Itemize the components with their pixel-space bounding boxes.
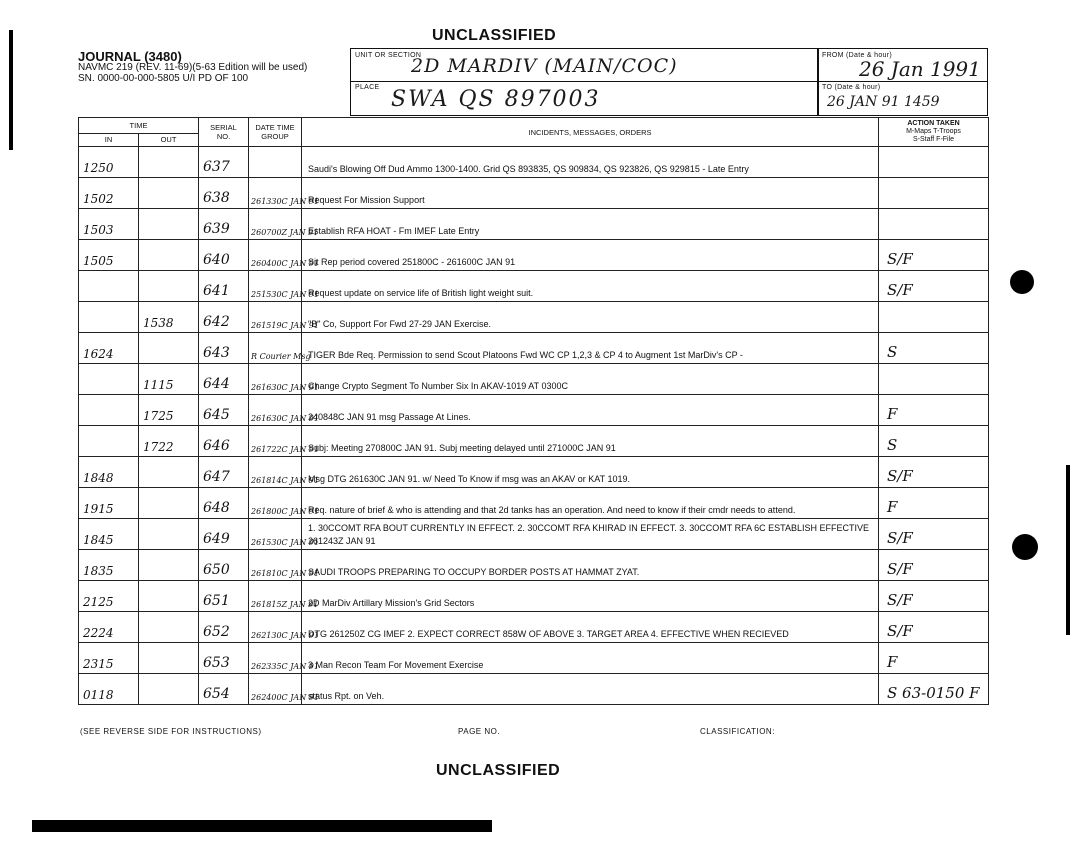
unit-value: 2D MARDIV (MAIN/COC) — [411, 55, 678, 77]
serial-cell-text: 651 — [203, 593, 230, 609]
journal-row — [79, 457, 989, 488]
incident-cell — [302, 643, 879, 674]
dtg-cell — [249, 147, 302, 178]
incident-cell-text: Request update on service life of British light weight suit. — [308, 288, 534, 298]
action-cell-text: S — [887, 436, 898, 454]
action-header-label: ACTION TAKEN — [907, 120, 960, 127]
serial-cell — [199, 581, 249, 612]
action-cell-text: F — [887, 653, 898, 671]
time-in-cell — [79, 612, 139, 643]
dtg-cell — [249, 271, 319, 302]
incident-cell-text: DTG 261250Z CG IMEF 2. EXPECT CORRECT 858W OF ABOVE 3. TARGET AREA 4. EFFECTIVE WHEN RECIEVED — [308, 629, 789, 639]
journal-row — [79, 364, 989, 395]
incident-cell-text: 1. 30CCOMT RFA BOUT CURRENTLY IN EFFECT. 2. 30CCOMT RFA KHIRAD IN EFFECT. 3. 30CCOMT RFA 6C ESTABLISH EFFECTIVE 261243Z JAN 91 — [308, 523, 869, 546]
serial-cell-text: 649 — [203, 531, 230, 547]
dtg-cell — [249, 364, 319, 395]
scan-blot-2 — [1012, 534, 1038, 560]
serial-cell-text: 641 — [203, 283, 230, 299]
time-in-cell — [79, 178, 139, 209]
incident-cell — [302, 333, 879, 364]
dtg-cell-text: 260400C JAN 91 — [251, 259, 319, 268]
journal-row — [79, 302, 989, 333]
time-in-cell-text: 2125 — [83, 595, 114, 609]
time-in-cell — [79, 519, 139, 550]
action-header-sub2: S-Staff F-File — [912, 136, 955, 143]
scan-mark-left — [9, 30, 13, 150]
incident-cell-text: Sit Rep period covered 251800C - 261600C JAN 91 — [308, 257, 516, 267]
serial-cell — [199, 178, 249, 209]
incident-cell — [302, 209, 879, 240]
time-in-cell — [79, 364, 139, 395]
journal-row — [79, 147, 989, 178]
action-cell — [879, 271, 989, 302]
action-cell — [879, 240, 989, 271]
footer-instructions: (SEE REVERSE SIDE FOR INSTRUCTIONS) — [80, 727, 262, 736]
dtg-cell-text: R Courier Msg — [251, 352, 311, 361]
incident-cell-text: Request For Mission Support — [308, 195, 425, 205]
incident-cell — [302, 240, 879, 271]
serial-header-label: SERIAL — [210, 123, 237, 132]
journal-row — [79, 643, 989, 674]
action-cell — [879, 147, 989, 178]
time-in-cell-text: 1845 — [83, 533, 114, 547]
time-out-cell — [139, 550, 199, 581]
dtg-cell-text: 261815Z JAN 91 — [251, 600, 319, 609]
journal-row — [79, 612, 989, 643]
time-in-cell — [79, 674, 139, 705]
action-cell-text: S/F — [887, 622, 913, 640]
dtg-cell-text: 261519C JAN 91 — [251, 321, 319, 330]
time-in-cell — [79, 333, 139, 364]
time-in-cell-text: 2224 — [83, 626, 114, 640]
time-in-cell — [79, 209, 139, 240]
incident-cell — [302, 364, 879, 395]
serial-cell — [199, 333, 249, 364]
serial-header-no: NO. — [216, 132, 231, 141]
serial-cell — [199, 674, 249, 705]
dtg-cell — [249, 612, 319, 643]
time-in-cell — [79, 240, 139, 271]
incident-cell — [302, 612, 879, 643]
action-cell-text: S/F — [887, 529, 913, 547]
time-in-cell-text: 1835 — [83, 564, 114, 578]
journal-row — [79, 519, 989, 550]
dtg-cell — [249, 240, 319, 271]
serial-cell — [199, 488, 249, 519]
dtg-header: DATE TIME GROUP — [249, 118, 302, 147]
action-cell — [879, 550, 989, 581]
time-in-cell — [79, 395, 139, 426]
incident-cell-text: Subj: Meeting 270800C JAN 91. Subj meeting delayed until 271000C JAN 91 — [308, 443, 616, 453]
dtg-cell — [249, 457, 319, 488]
time-in-cell — [79, 302, 139, 333]
dtg-cell-text: 251530C JAN 91 — [251, 290, 319, 299]
footer-classification: CLASSIFICATION: — [700, 727, 775, 736]
action-cell-text: S/F — [887, 560, 913, 578]
serial-cell-text: 637 — [203, 159, 230, 175]
serial-cell — [199, 519, 249, 550]
incident-cell-text: 3 Man Recon Team For Movement Exercise — [308, 660, 484, 670]
incident-cell — [302, 426, 879, 457]
serial-cell — [199, 240, 249, 271]
action-cell — [879, 364, 989, 395]
action-cell — [879, 612, 989, 643]
serial-cell — [199, 271, 249, 302]
incident-cell-text: Establish RFA HOAT - Fm IMEF Late Entry — [308, 226, 480, 236]
time-out-cell — [139, 271, 199, 302]
form-id-block — [78, 51, 307, 84]
dtg-cell-text: 261800C JAN 91 — [251, 507, 319, 516]
time-out-cell — [139, 674, 199, 705]
action-cell — [879, 302, 989, 333]
dtg-cell-text: 262400C JAN 91 — [251, 693, 319, 702]
serial-cell — [199, 612, 249, 643]
time-out-cell — [139, 178, 199, 209]
dtg-cell-text: 261814C JAN 91 — [251, 476, 319, 485]
incident-cell-text: TIGER Bde Req. Permission to send Scout Platoons Fwd WC CP 1,2,3 & CP 4 to Augment 1st MarDiv's CP - — [308, 350, 743, 360]
time-in-cell-text: 0118 — [83, 688, 114, 702]
serial-cell — [199, 147, 249, 178]
to-label: TO (Date & hour) — [822, 84, 881, 91]
action-cell-text: F — [887, 405, 898, 423]
unit-place-box — [350, 48, 818, 116]
serial-cell-text: 647 — [203, 469, 230, 485]
incident-cell-text: SAUDI TROOPS PREPARING TO OCCUPY BORDER POSTS AT HAMMAT ZYAT. — [308, 567, 640, 577]
action-cell-text: S 63-0150 F — [887, 684, 980, 702]
incident-cell — [302, 457, 879, 488]
serial-cell — [199, 457, 249, 488]
dtg-cell — [249, 674, 319, 705]
serial-cell-text: 639 — [203, 221, 230, 237]
serial-cell — [199, 643, 249, 674]
serial-cell-text: 638 — [203, 190, 230, 206]
time-in-cell — [79, 550, 139, 581]
footer-page-no: PAGE NO. — [458, 727, 501, 736]
dtg-cell-text: 261530C JAN 91 — [251, 538, 319, 547]
time-in-cell — [79, 488, 139, 519]
journal-row — [79, 333, 989, 364]
time-in-cell — [79, 426, 139, 457]
dtg-cell — [249, 581, 319, 612]
time-in-cell — [79, 457, 139, 488]
serial-cell-text: 642 — [203, 314, 230, 330]
time-out-cell — [139, 643, 199, 674]
from-value: 26 Jan 1991 — [859, 57, 981, 81]
serial-cell — [199, 364, 249, 395]
scan-mark-right — [1066, 465, 1070, 635]
incident-cell-text: status Rpt. on Veh. — [308, 691, 385, 701]
incident-cell-text: Saudi's Blowing Off Dud Ammo 1300-1400. Grid QS 893835, QS 909834, QS 923826, QS 929815 - Late Entry — [308, 164, 749, 174]
serial-cell-text: 646 — [203, 438, 230, 454]
dtg-cell — [249, 395, 319, 426]
serial-cell-text: 652 — [203, 624, 230, 640]
dtg-cell-text: 261330C JAN 91 — [251, 197, 319, 206]
time-out-cell — [139, 333, 199, 364]
time-out-cell-text: 1725 — [143, 409, 174, 423]
serial-header — [199, 118, 249, 147]
scan-blot-1 — [1010, 270, 1034, 294]
time-out-cell — [139, 426, 199, 457]
journal-row — [79, 674, 989, 705]
time-out-cell — [139, 612, 199, 643]
action-cell — [879, 457, 989, 488]
incident-cell-text: "B" Co, Support For Fwd 27-29 JAN Exercise. — [308, 319, 491, 329]
redaction-bar — [32, 820, 492, 832]
journal-row — [79, 581, 989, 612]
journal-row — [79, 395, 989, 426]
dtg-cell-text: 262130C JAN 91 — [251, 631, 319, 640]
dtg-cell-text: 262335C JAN 91 — [251, 662, 319, 671]
to-value: 26 JAN 91 1459 — [827, 94, 940, 110]
journal-table — [78, 117, 989, 705]
classification-top: UNCLASSIFIED — [432, 27, 557, 44]
incident-cell — [302, 550, 879, 581]
from-label: FROM (Date & hour) — [822, 52, 892, 59]
dtg-cell — [249, 302, 319, 333]
journal-row — [79, 209, 989, 240]
incident-cell-text: 240848C JAN 91 msg Passage At Lines. — [308, 412, 471, 422]
incident-cell — [302, 519, 879, 550]
action-header — [879, 118, 989, 147]
serial-cell — [199, 302, 249, 333]
time-in-cell-text: 1624 — [83, 347, 114, 361]
dtg-cell — [249, 643, 319, 674]
unit-label: UNIT OR SECTION — [355, 52, 422, 59]
action-cell-text: S/F — [887, 467, 913, 485]
journal-row — [79, 178, 989, 209]
time-out-cell — [139, 209, 199, 240]
dtg-cell-text: 260700Z JAN 91 — [251, 228, 319, 237]
action-cell — [879, 209, 989, 240]
action-header-sub1: M-Maps T-Troops — [906, 128, 961, 135]
time-out-cell — [139, 395, 199, 426]
journal-row — [79, 550, 989, 581]
journal-row — [79, 271, 989, 302]
place-value: SWA QS 897003 — [391, 87, 601, 112]
journal-row — [79, 488, 989, 519]
dtg-cell-text: 261630C JAN 91 — [251, 383, 319, 392]
action-cell-text: S/F — [887, 250, 913, 268]
time-out-cell-text — [139, 702, 198, 704]
time-in-cell-text: 1505 — [83, 254, 114, 268]
time-in-cell-text: 1848 — [83, 471, 114, 485]
serial-cell-text: 653 — [203, 655, 230, 671]
time-out-cell — [139, 364, 199, 395]
time-in-header: IN — [79, 133, 139, 146]
incident-cell-text: Req. nature of brief & who is attending and that 2d tanks has an operation. And need to know if their cmdr needs to attend. — [308, 505, 796, 515]
action-cell — [879, 674, 989, 705]
time-in-cell — [79, 581, 139, 612]
time-in-cell — [79, 271, 139, 302]
time-out-cell — [139, 581, 199, 612]
serial-cell — [199, 426, 249, 457]
time-in-cell — [79, 147, 139, 178]
date-range-box — [818, 48, 988, 116]
incident-cell — [302, 147, 879, 178]
action-cell — [879, 395, 989, 426]
serial-cell-text: 650 — [203, 562, 230, 578]
incident-cell-text: 2D MarDiv Artillary Mission's Grid Sectors — [308, 598, 475, 608]
time-out-cell — [139, 457, 199, 488]
dtg-cell — [249, 209, 319, 240]
form-stock-number: SN. 0000-00-000-5805 U/I PD OF 100 — [78, 73, 249, 84]
action-cell — [879, 519, 989, 550]
serial-cell-text: 645 — [203, 407, 230, 423]
action-cell — [879, 643, 989, 674]
incident-cell — [302, 581, 879, 612]
action-cell-text: S/F — [887, 591, 913, 609]
dtg-cell — [249, 178, 319, 209]
time-in-cell-text: 1250 — [83, 161, 114, 175]
dtg-cell-text: 261630C JAN 91 — [251, 414, 319, 423]
serial-cell-text: 654 — [203, 686, 230, 702]
journal-row — [79, 240, 989, 271]
time-header: TIME — [79, 118, 199, 134]
action-cell-text: S — [887, 343, 898, 361]
journal-row — [79, 426, 989, 457]
incident-cell — [302, 302, 879, 333]
incident-cell — [302, 395, 879, 426]
time-out-cell — [139, 302, 199, 333]
incident-cell-text: Msg DTG 261630C JAN 91. w/ Need To Know if msg was an AKAV or KAT 1019. — [308, 474, 631, 484]
time-in-cell-text: 1503 — [83, 223, 114, 237]
serial-cell — [199, 550, 249, 581]
dtg-cell — [249, 333, 311, 364]
action-cell-text: F — [887, 498, 898, 516]
action-cell-text: S/F — [887, 281, 913, 299]
time-out-cell — [139, 240, 199, 271]
incident-cell — [302, 488, 879, 519]
dtg-cell-text: 261810C JAN 91 — [251, 569, 319, 578]
time-in-cell — [79, 643, 139, 674]
time-out-cell — [139, 488, 199, 519]
incident-cell — [302, 271, 879, 302]
time-out-cell-text: 1722 — [143, 440, 174, 454]
incident-cell — [302, 674, 879, 705]
serial-cell — [199, 395, 249, 426]
serial-cell-text: 644 — [203, 376, 230, 392]
action-cell — [879, 488, 989, 519]
action-cell — [879, 178, 989, 209]
dtg-cell — [249, 550, 319, 581]
form-title: JOURNAL (3480) — [78, 49, 182, 64]
time-out-cell — [139, 519, 199, 550]
time-in-cell-text: 1502 — [83, 192, 114, 206]
incidents-header: INCIDENTS, MESSAGES, ORDERS — [302, 118, 879, 147]
form-revision: NAVMC 219 (REV. 11-69)(5-63 Edition will be used) — [78, 62, 308, 73]
classification-bottom: UNCLASSIFIED — [436, 762, 561, 779]
serial-cell-text: 648 — [203, 500, 230, 516]
action-cell — [879, 426, 989, 457]
time-out-cell-text: 1115 — [143, 378, 174, 392]
time-out-header: OUT — [139, 133, 199, 146]
time-in-cell-text: 1915 — [83, 502, 114, 516]
dtg-cell-text: 261722C JAN 91 — [251, 445, 319, 454]
time-in-cell-text: 2315 — [83, 657, 114, 671]
action-cell — [879, 581, 989, 612]
dtg-cell — [249, 488, 319, 519]
serial-cell — [199, 209, 249, 240]
action-cell — [879, 333, 989, 364]
incident-cell-text: Change Crypto Segment To Number Six In AKAV-1019 AT 0300C — [308, 381, 569, 391]
incident-cell — [302, 178, 879, 209]
time-out-cell-text: 1538 — [143, 316, 174, 330]
place-label: PLACE — [355, 84, 380, 91]
time-out-cell — [139, 147, 199, 178]
serial-cell-text: 640 — [203, 252, 230, 268]
dtg-cell — [249, 426, 319, 457]
dtg-cell — [249, 519, 319, 550]
serial-cell-text: 643 — [203, 345, 230, 361]
